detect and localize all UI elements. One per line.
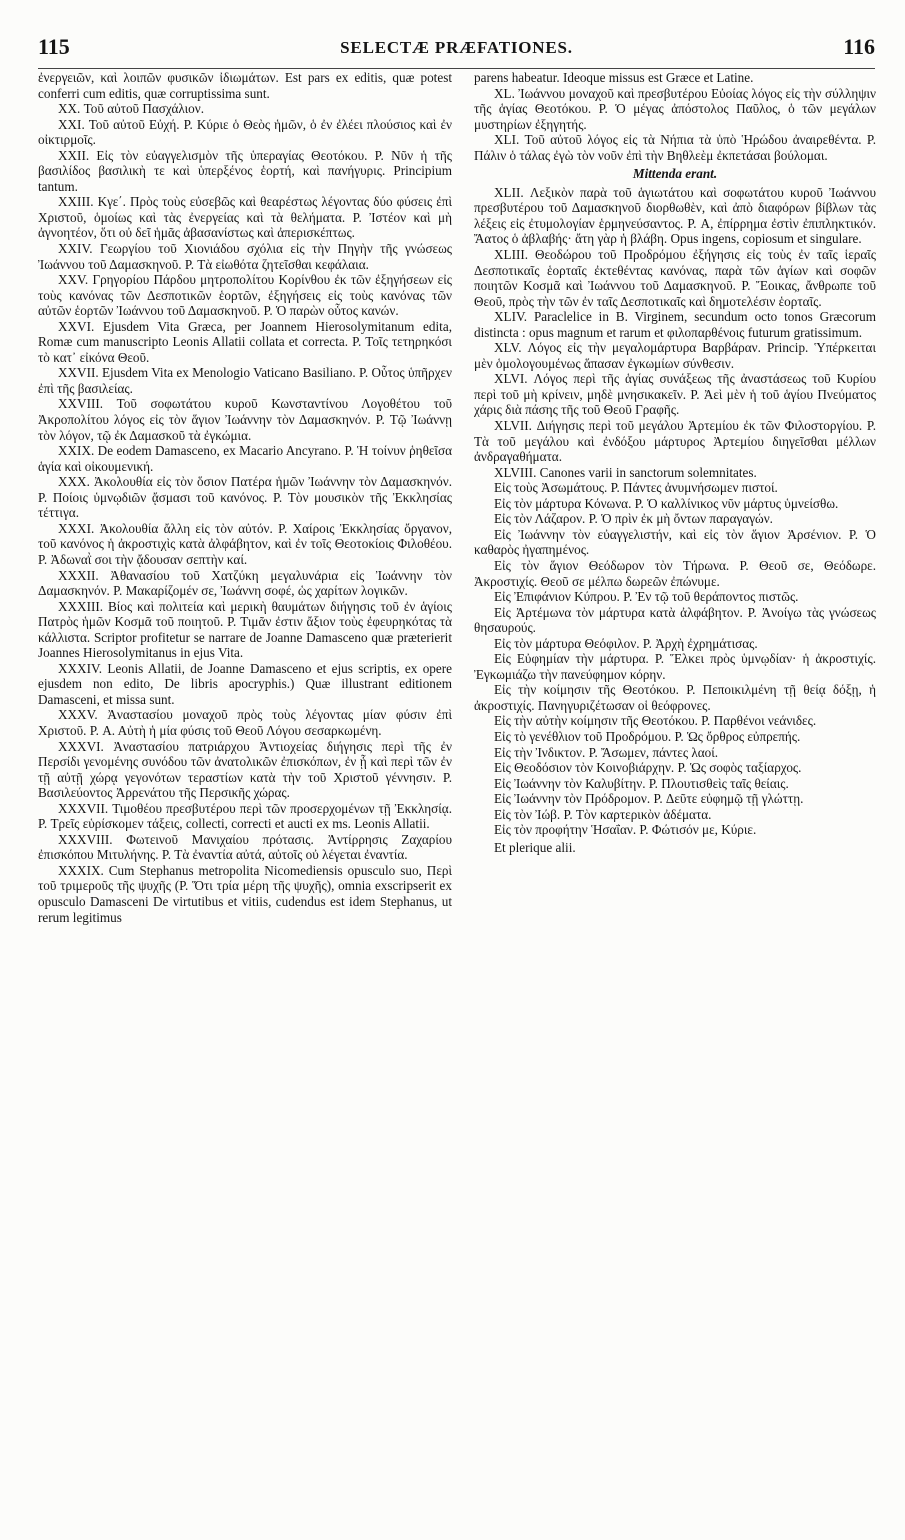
entry-paragraph: XXXVIII. Φωτεινοῦ Μανιχαίου πρότασις. Ἀντίρρησις Ζαχαρίου ἐπισκόπου Μιτυλήνης. P. Τὰ ἐναντία αὐτά, αὐτοῖς οὐ λέγεται ἐναντία. — [38, 831, 452, 863]
entry-paragraph: XXIII. Κγε΄. Πρὸς τοὺς εὐσεβῶς καὶ θεαρέστως λέγοντας δύο φύσεις ἐπὶ Χριστοῦ, ὁμοίως καὶ τὰς ἐνεργείας καὶ τὰ θελήματα. P. Ἰστέον καὶ μὴ ἀγνοητέον, ὅτι οὐ δεῖ ἡμᾶς ἀβασανίστως καὶ ἀπερισκέπτως. — [38, 194, 452, 241]
entry-paragraph: XXXIV. Leonis Allatii, de Joanne Damasceno et ejus scriptis, ex opere ejusdem non edito, De libris apocryphis.) Quæ illustrant editionem Damasceni, et missa sunt. — [38, 660, 452, 707]
canon-entry: Εἰς τὸν μάρτυρα Κόνωνα. P. Ὁ καλλίνικος νῦν μάρτυς ὑμνείσθω. — [494, 495, 839, 511]
canon-entry: Εἰς τὸ γενέθλιον τοῦ Προδρόμου. P. Ὡς ὄρθρος εὐπρεπής. — [494, 728, 801, 744]
canon-entry: Εἰς Ἐπιφάνιον Κύπρου. P. Ἐν τῷ τοῦ θεράποντος πιστῶς. — [494, 589, 799, 605]
right-column — [474, 70, 876, 855]
canon-entry: Εἰς τὸν ἅγιον Θεόδωρον τὸν Τήρωνα. P. Θεοῦ σε, Θεόδωρε. Ἀκροστιχίς. Θεοῦ σε μέλπω δωρεῶν ἐπώνυμε. — [474, 557, 876, 589]
canon-entry: Εἰς τὴν αὐτὴν κοίμησιν τῆς Θεοτόκου. P. Παρθένοι νεάνιδες. — [494, 713, 817, 729]
canon-entry: Εἰς τὴν κοίμησιν τῆς Θεοτόκου. P. Πεποικιλμένη τῇ θείᾳ δόξῃ, ἡ ἀκροστιχίς. Πανηγυριζέτωσαν οἱ θεόφρονες. — [474, 682, 876, 713]
canon-list — [474, 480, 876, 838]
entry-paragraph: XXI. Τοῦ αὐτοῦ Εὐχή. P. Κύριε ὁ Θεὸς ἡμῶν, ὁ ἐν ἐλέει πλούσιος καὶ ἐν οἰκτιρμοῖς. — [38, 116, 452, 148]
canon-entry: Εἰς Ἰωάννην τὸν Καλυβίτην. P. Πλουτισθεὶς ταῖς θείαις. — [494, 775, 789, 791]
entry-paragraph: XX. Τοῦ αὐτοῦ Πασχάλιον. — [58, 101, 205, 117]
entry-paragraph: XLVI. Λόγος περὶ τῆς ἁγίας συνάξεως τῆς ἀναστάσεως τοῦ Κυρίου περὶ τοῦ μὴ κρίνειν, μηδὲ μνησικακεῖν. P. Ἀεὶ μὲν ἡ τοῦ ἁγίου Πνεύματος χάρις διὰ πάσης τῆς τοῦ Θεοῦ Γραφῆς. — [474, 371, 876, 418]
page-number-left: 115 — [38, 34, 70, 59]
page-number-right: 116 — [843, 34, 875, 59]
entry-paragraph: ἐνεργειῶν, καὶ λοιπῶν φυσικῶν ἰδιωμάτων. Est pars ex editis, quæ potest conferri cum editis, quæ corruptissima sunt. — [38, 70, 452, 101]
canon-entry: Εἰς τὸν Λάζαρον. P. Ὁ πρὶν ἐκ μὴ ὄντων παραγαγών. — [494, 511, 773, 527]
canon-entry: Εἰς Ἰωάννην τὸν Πρόδρομον. P. Δεῦτε εὐφημῷ τῇ γλώττῃ. — [494, 791, 804, 807]
entry-paragraph: XLIII. Θεοδώρου τοῦ Προδρόμου ἐξήγησις εἰς τοὺς ἐν ταῖς ἱεραῖς Δεσποτικαῖς ἑορταῖς ἐκτεθέντας κανόνας, παρὰ τῶν ἁγίων καὶ σοφῶν ποιητῶν Κοσμᾶ καὶ Ἰωάννου τοῦ Δαμασκηνοῦ. P. Ἔοικας, ἄνθρωπε τοῦ Θεοῦ, πρὸς τὴν τῶν ἐν ταῖς Δεσποτικαῖς καὶ δημοτελέσιν ἑορταῖς. — [474, 247, 876, 309]
entry-paragraph: XXXVI. Ἀναστασίου πατριάρχου Ἀντιοχείας διήγησις περὶ τῆς ἐν Περσίδι γενομένης συνόδου τῶν ἀνατολικῶν ἐπισκόπων, ἐν ᾗ καὶ περὶ τῶν ἐν τῇ αὐτῇ χώρᾳ γεγονότων τεραστίων κατὰ τὴν τοῦ Χριστοῦ γέννησιν. P. Βασιλεύοντος Ἀρρενάτου τῆς Περσικῆς χώρας. — [38, 738, 452, 801]
entry-paragraph: XL. Ἰωάννου μοναχοῦ καὶ πρεσβυτέρου Εὐοίας λόγος εἰς τὴν σύλληψιν τῆς ἁγίας Θεοτόκου. P. Ὁ μέγας ἀπόστολος Παῦλος, ὁ τῶν μεγάλων μυστηρίων ἐξηγητής. — [474, 85, 876, 132]
entry-paragraph: XXXVII. Τιμοθέου πρεσβυτέρου περὶ τῶν προσερχομένων τῇ Ἐκκλησίᾳ. P. Τρεῖς εὑρίσκομεν τάξεις, collecti, correcti et aucti ex ms. Leonis Allatii. — [38, 800, 452, 832]
canon-entry: Εἰς τὴν Ἰνδικτον. P. Ἄσωμεν, πάντες λαοί. — [494, 744, 719, 760]
entry-paragraph: XLI. Τοῦ αὐτοῦ λόγος εἰς τὰ Νήπια τὰ ὑπὸ Ἡρώδου ἀναιρεθέντα. P. Πάλιν ὁ τάλας ἐγὼ τὸν νοῦν ἐπὶ τὴν Βηθλεὲμ ἐκπετάσαι βούλομαι. — [474, 132, 876, 163]
entry-paragraph: XXVII. Ejusdem Vita ex Menologio Vaticano Basiliano. P. Οὗτος ὑπῆρχεν ἐπὶ τῆς βασιλείας. — [38, 365, 452, 396]
closing-line: Et plerique alii. — [494, 839, 576, 855]
entry-paragraph: XLIV. Paraclelice in B. Virginem, secundum octo tonos Græcorum distincta : opus magnum et rarum et φιλοπαρθένοις futurum gratissimum. — [474, 309, 876, 340]
canon-entry: Εἰς τοὺς Ἀσωμάτους. P. Πάντες ἀνυμνήσωμεν πιστοί. — [494, 480, 778, 496]
entry-paragraph: XXXV. Ἀναστασίου μοναχοῦ πρὸς τοὺς λέγοντας μίαν φύσιν ἐπὶ Χριστοῦ. P. Α. Αὐτὴ ἡ μία φύσις τοῦ Θεοῦ Λόγου σεσαρκωμένη. — [38, 707, 452, 738]
right-column-main — [474, 185, 876, 480]
entry-paragraph: XXXIX. Cum Stephanus metropolita Nicomediensis opusculo suo, Περὶ τοῦ τριμεροῦς τῆς ψυχῆς (P. Ὅτι τρία μέρη τῆς ψυχῆς), omnia exscripserit ex opusculo Damasceni De virtutibus et vitiis, cudendus est idem Stephanus, ut rerum legitimus — [38, 862, 452, 925]
entry-paragraph: XXVI. Ejusdem Vita Græca, per Joannem Hierosolymitanum edita, Romæ cum manuscripto Leonis Allatii collata et correcta. P. Τοῖς τετηρηκόσι τὸ κατ᾽ εἰκόνα Θεοῦ. — [38, 318, 452, 365]
entry-paragraph: XXXII. Ἀθανασίου τοῦ Χατζύκη μεγαλυνάρια εἰς Ἰωάννην τὸν Δαμασκηνόν. P. Μακαρίζομέν σε, Ἰωάννη σοφέ, ὡς χαρίτων λογικῶν. — [38, 567, 452, 599]
canon-entry: Εἰς τὸν Ἰώβ. P. Τὸν καρτερικὸν ἀδέματα. — [494, 806, 712, 822]
canon-entry: Εἰς Ἀρτέμωνα τὸν μάρτυρα κατὰ ἀλφάβητον. P. Ἀνοίγω τὰς γνώσεως θησαυρούς. — [474, 604, 876, 636]
running-title: SELECTÆ PRÆFATIONES. — [340, 38, 573, 57]
entry-paragraph: XXXIII. Βίος καὶ πολιτεία καὶ μερικὴ θαυμάτων διήγησις τοῦ ἐν ἁγίοις Πατρὸς ἡμῶν Κοσμᾶ τοῦ ποιητοῦ. P. Τιμᾶν ἐστιν ἄξιον τοὺς ἐφευρηκότας τὰ κάλλιστα. Scriptor profitetur se narrare de Joanne Damasceno quæ præterierit Joannes Hierosolymitanus in ejus Vita. — [38, 598, 452, 661]
entry-paragraph: XLVII. Διήγησις περὶ τοῦ μεγάλου Ἀρτεμίου ἐκ τῶν Φιλοστοργίου. P. Τὰ τοῦ μεγάλου καὶ ἐνδόξου μάρτυρος Ἀρτεμίου διηγεῖσθαι μέλλων ἀνδραγαθήματα. — [474, 418, 876, 465]
right-column-top — [474, 70, 876, 163]
entry-paragraph: parens habeatur. Ideoque missus est Græce et Latine. — [474, 70, 754, 85]
left-column — [38, 70, 452, 925]
canon-entry: Εἰς τὸν μάρτυρα Θεόφιλον. P. Ἀρχὴ ἐχρημάτισας. — [494, 635, 758, 651]
section-subheading: Mittenda erant. — [632, 166, 718, 182]
canon-entry: Εἰς Θεοδόσιον τὸν Κοινοβιάρχην. P. Ὡς σοφὸς ταξίαρχος. — [494, 760, 802, 776]
canon-entry: Εἰς τὸν προφήτην Ἡσαΐαν. P. Φώτισόν με, Κύριε. — [494, 822, 757, 838]
entry-paragraph: XXV. Γρηγορίου Πάρδου μητροπολίτου Κορίνθου ἐκ τῶν ἐξηγήσεων εἰς τοὺς κανόνας τῶν Δεσποτικῶν ἑορτῶν, ἐξηγήσεις εἰς τοὺς κανόνας τῶν αὐτῶν ἑορτῶν Ἰωάννου τοῦ Δαμασκηνοῦ. P. Ὁ παρὼν οὗτος κανών. — [38, 272, 452, 319]
canon-entry: Εἰς Εὐφημίαν τὴν μάρτυρα. P. Ἕλκει πρὸς ὑμνῳδίαν· ἡ ἀκροστιχίς. Ἐγκωμιάζω τὴν πανεύφημον κόρην. — [474, 651, 876, 682]
entry-paragraph: XXXI. Ἀκολουθία ἄλλη εἰς τὸν αὐτόν. P. Χαίροις Ἐκκλησίας ὄργανον, τοῦ κανόνος ἡ ἀκροστιχὶς κατὰ ἀλφάβητον, καὶ ἐν τοῖς Θεοτοκίοις Φιλοθέου. P. Ἀδωναῒ σοι τὴν ᾄδουσαν σεπτὴν καί. — [38, 520, 452, 567]
entry-paragraph: XXIV. Γεωργίου τοῦ Χιονιάδου σχόλια εἰς τὴν Πηγὴν τῆς γνώσεως Ἰωάννου τοῦ Δαμασκηνοῦ. P. Τὰ εἰωθότα ζητεῖσθαι κεφάλαια. — [38, 241, 452, 272]
entry-paragraph: XLVIII. Canones varii in sanctorum solemnitates. — [494, 464, 757, 480]
entry-paragraph: XXVIII. Τοῦ σοφωτάτου κυροῦ Κωνσταντίνου Λογοθέτου τοῦ Ἀκροπολίτου λόγος εἰς τὸν ἅγιον Ἰωάννην τὸν Δαμασκηνόν. P. Τῷ Ἰωάννῃ τὸν λόγον, τῷ ἐκ Δαμασκοῦ τὰ ἐγκώμια. — [38, 396, 452, 443]
header-rule — [38, 68, 875, 69]
canon-entry: Εἰς Ἰωάννην τὸν εὐαγγελιστήν, καὶ εἰς τὸν ἅγιον Ἀρσένιον. P. Ὁ καθαρὸς ἠγαπημένος. — [474, 526, 876, 558]
entry-paragraph: XLII. Λεξικὸν παρὰ τοῦ ἁγιωτάτου καὶ σοφωτάτου κυροῦ Ἰωάννου πρεσβυτέρου τοῦ Δαμασκηνοῦ διορθωθὲν, καὶ ἀπὸ διαφόρων βίβλων τὰς λέξεις εἰς ἐτυμολογίαν ἑρμηνεύσαντος. P. Α, ἐπίρρημα ἐστὶν ἐπιπληκτικόν. Ἄατος ὁ ἀβλαβής· ἄτη γὰρ ἡ βλάβη. Opus ingens, copiosum et singulare. — [474, 184, 876, 247]
entry-paragraph: XLV. Λόγος εἰς τὴν μεγαλομάρτυρα Βαρβάραν. Princip. Ὑπέρκειται μὲν ὁμολογουμένως ἅπασαν ἐγκωμίων σύνθεσιν. — [474, 340, 876, 371]
entry-paragraph: XXIX. De eodem Damasceno, ex Macario Ancyrano. P. Ἡ τοίνυν ῥηθεῖσα ἁγία καὶ οἰκουμενική. — [38, 443, 452, 474]
page-header — [38, 32, 875, 66]
entry-paragraph: XXX. Ἀκολουθία εἰς τὸν ὅσιον Πατέρα ἡμῶν Ἰωάννην τὸν Δαμασκηνόν. P. Ποίοις ὑμνῳδιῶν ᾄσμασι τοῦ κανόνος. P. Τὸν μουσικὸν τῆς Ἐκκλησίας τέττιγα. — [38, 474, 452, 521]
entry-paragraph: XXII. Εἰς τὸν εὐαγγελισμὸν τῆς ὑπεραγίας Θεοτόκου. P. Νῦν ἡ τῆς βασιλίδος βασιλικὴ τε καὶ ὑπερξένος ἑορτή, καὶ πανήγυρις. Principium tantum. — [38, 147, 452, 194]
